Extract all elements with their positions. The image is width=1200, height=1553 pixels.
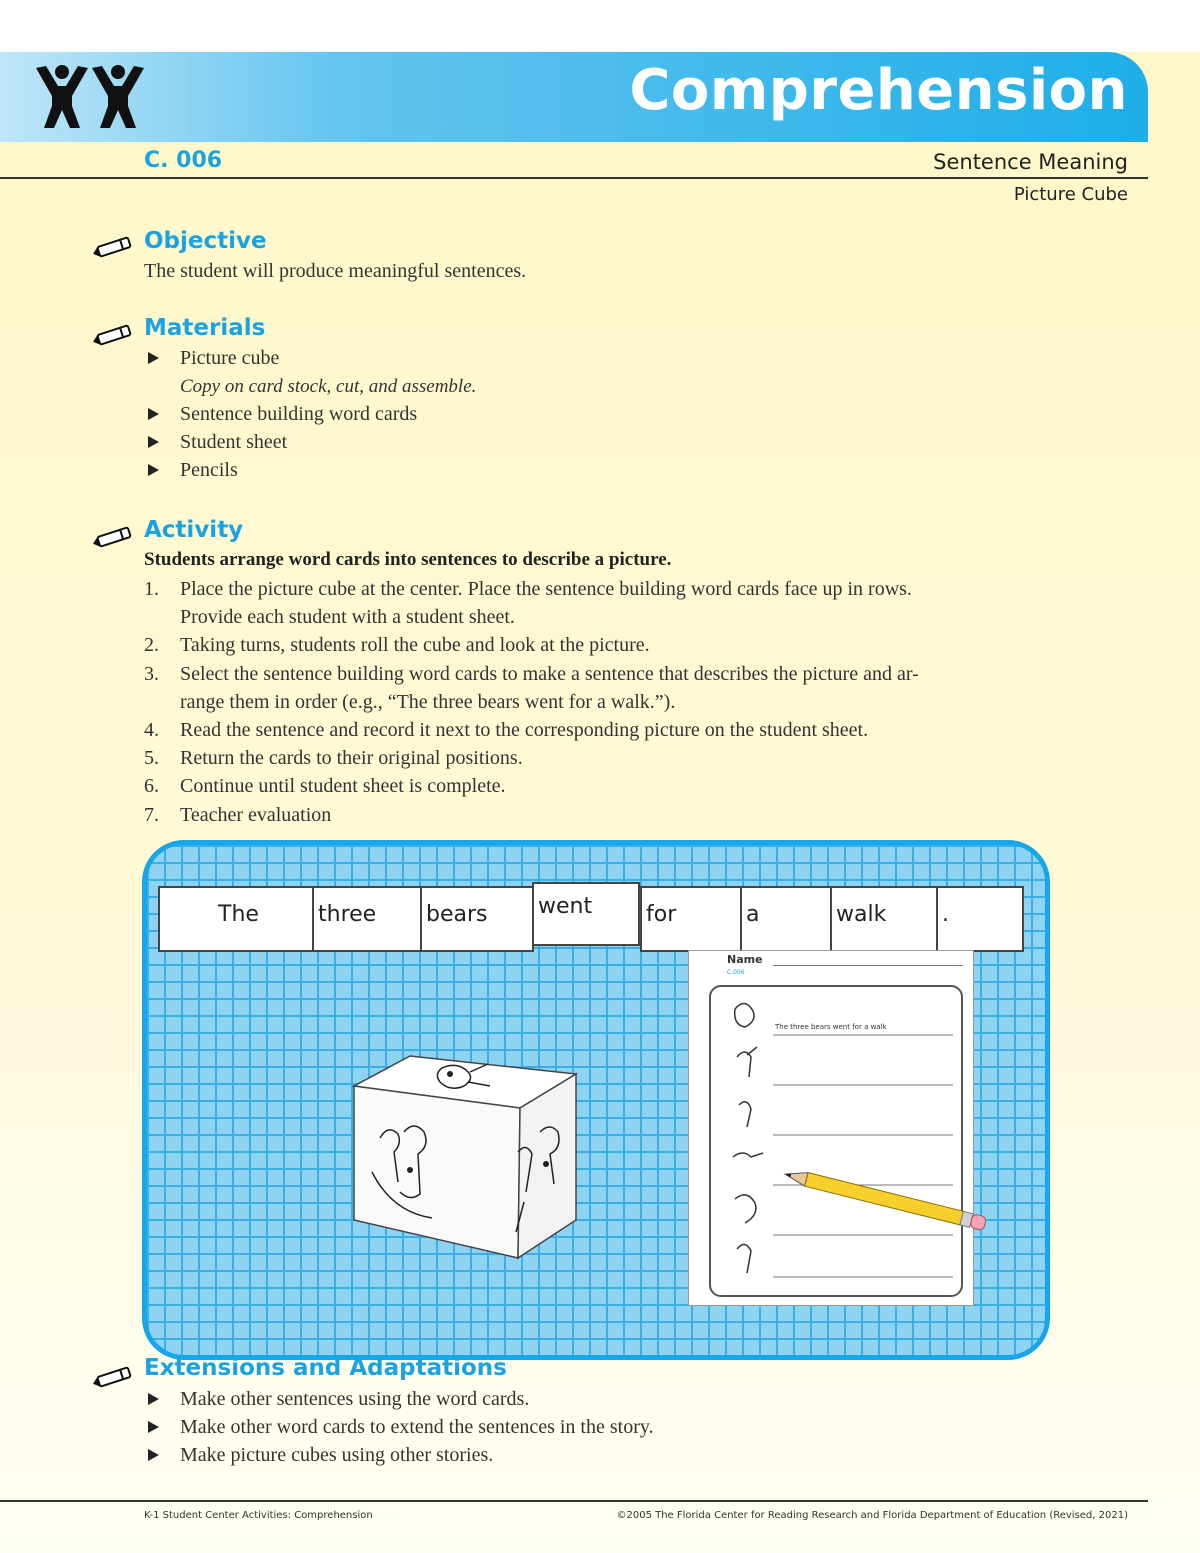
word-card: bears <box>420 886 534 952</box>
bullet-triangle-icon <box>148 1449 159 1461</box>
two-people-logo-icon <box>32 62 148 132</box>
sheet-name-label: Name <box>727 953 763 966</box>
bullet-triangle-icon <box>148 408 159 420</box>
extensions-heading: Extensions and Adaptations <box>144 1355 507 1381</box>
list-item: Make other word cards to extend the sentences in the story. <box>146 1413 1046 1441</box>
step-item: 2. Taking turns, students roll the cube and look at the picture. <box>144 634 650 657</box>
bullet-triangle-icon <box>148 1421 159 1433</box>
header-banner <box>0 52 1148 142</box>
materials-list-continued <box>146 400 1046 484</box>
step-item: 1. Place the picture cube at the center. Place the sentence building word cards face up in rows. Provide each student with a student sheet. <box>144 578 912 629</box>
top-margin <box>0 0 1200 52</box>
bullet-triangle-icon <box>148 352 159 364</box>
materials-heading: Materials <box>144 315 266 341</box>
extensions-list <box>146 1385 1046 1469</box>
materials-list <box>146 344 1046 372</box>
activity-steps <box>144 575 1044 829</box>
pencil-icon <box>92 526 136 548</box>
word-card: walk <box>830 886 938 952</box>
section-title: Sentence Meaning <box>933 150 1128 174</box>
list-item: Make picture cubes using other stories. <box>146 1441 1046 1469</box>
word-card: for <box>640 886 742 952</box>
footer-copyright: ©2005 The Florida Center for Reading Research and Florida Department of Education (Revised, 2021) <box>616 1510 1128 1521</box>
word-card: three <box>312 886 422 952</box>
list-item: Make other sentences using the word cards. <box>146 1385 1046 1413</box>
objective-text: The student will produce meaningful sentences. <box>144 260 527 282</box>
sheet-code: C.006 <box>727 969 745 976</box>
pencil-icon <box>92 324 136 346</box>
step-item: 6. Continue until student sheet is complete. <box>144 775 506 798</box>
list-item: Pencils <box>146 456 1046 484</box>
bullet-triangle-icon <box>148 464 159 476</box>
word-card: The <box>158 886 314 952</box>
pencil-drawing <box>778 1166 992 1232</box>
student-sheet <box>688 950 974 1306</box>
list-item: Sentence building word cards <box>146 400 1046 428</box>
step-item: 4. Read the sentence and record it next to the corresponding picture on the student sheet. <box>144 719 869 742</box>
word-card: . <box>936 886 1024 952</box>
word-card: went <box>532 882 640 946</box>
pencil-icon <box>92 1366 136 1388</box>
step-item: 7. Teacher evaluation <box>144 803 332 826</box>
page-title: Comprehension <box>629 58 1128 123</box>
pencil-icon <box>92 236 136 258</box>
bullet-triangle-icon <box>148 1393 159 1405</box>
list-item: Student sheet <box>146 428 1046 456</box>
header-divider <box>0 177 1148 179</box>
activity-subtitle: Picture Cube <box>1013 184 1128 205</box>
step-item: 5. Return the cards to their original positions. <box>144 747 523 770</box>
objective-heading: Objective <box>144 228 267 254</box>
sheet-sentence: The three bears went for a walk <box>775 1023 887 1031</box>
bullet-triangle-icon <box>148 436 159 448</box>
word-card: a <box>740 886 832 952</box>
materials-note: Copy on card stock, cut, and assemble. <box>180 376 477 397</box>
picture-cube <box>350 1052 580 1262</box>
activity-code: C. 006 <box>144 148 223 173</box>
sheet-lines <box>689 951 975 1307</box>
step-item: 3. Select the sentence building word cards to make a sentence that describes the picture and ar- range them in order (e.g., “The three bears went for a walk.”). <box>144 662 919 713</box>
footer-divider <box>0 1500 1148 1502</box>
footer-left: K-1 Student Center Activities: Comprehension <box>144 1510 373 1521</box>
list-item: Picture cube <box>146 344 1046 372</box>
activity-heading: Activity <box>144 517 244 543</box>
activity-lead: Students arrange word cards into sentences to describe a picture. <box>144 549 672 570</box>
